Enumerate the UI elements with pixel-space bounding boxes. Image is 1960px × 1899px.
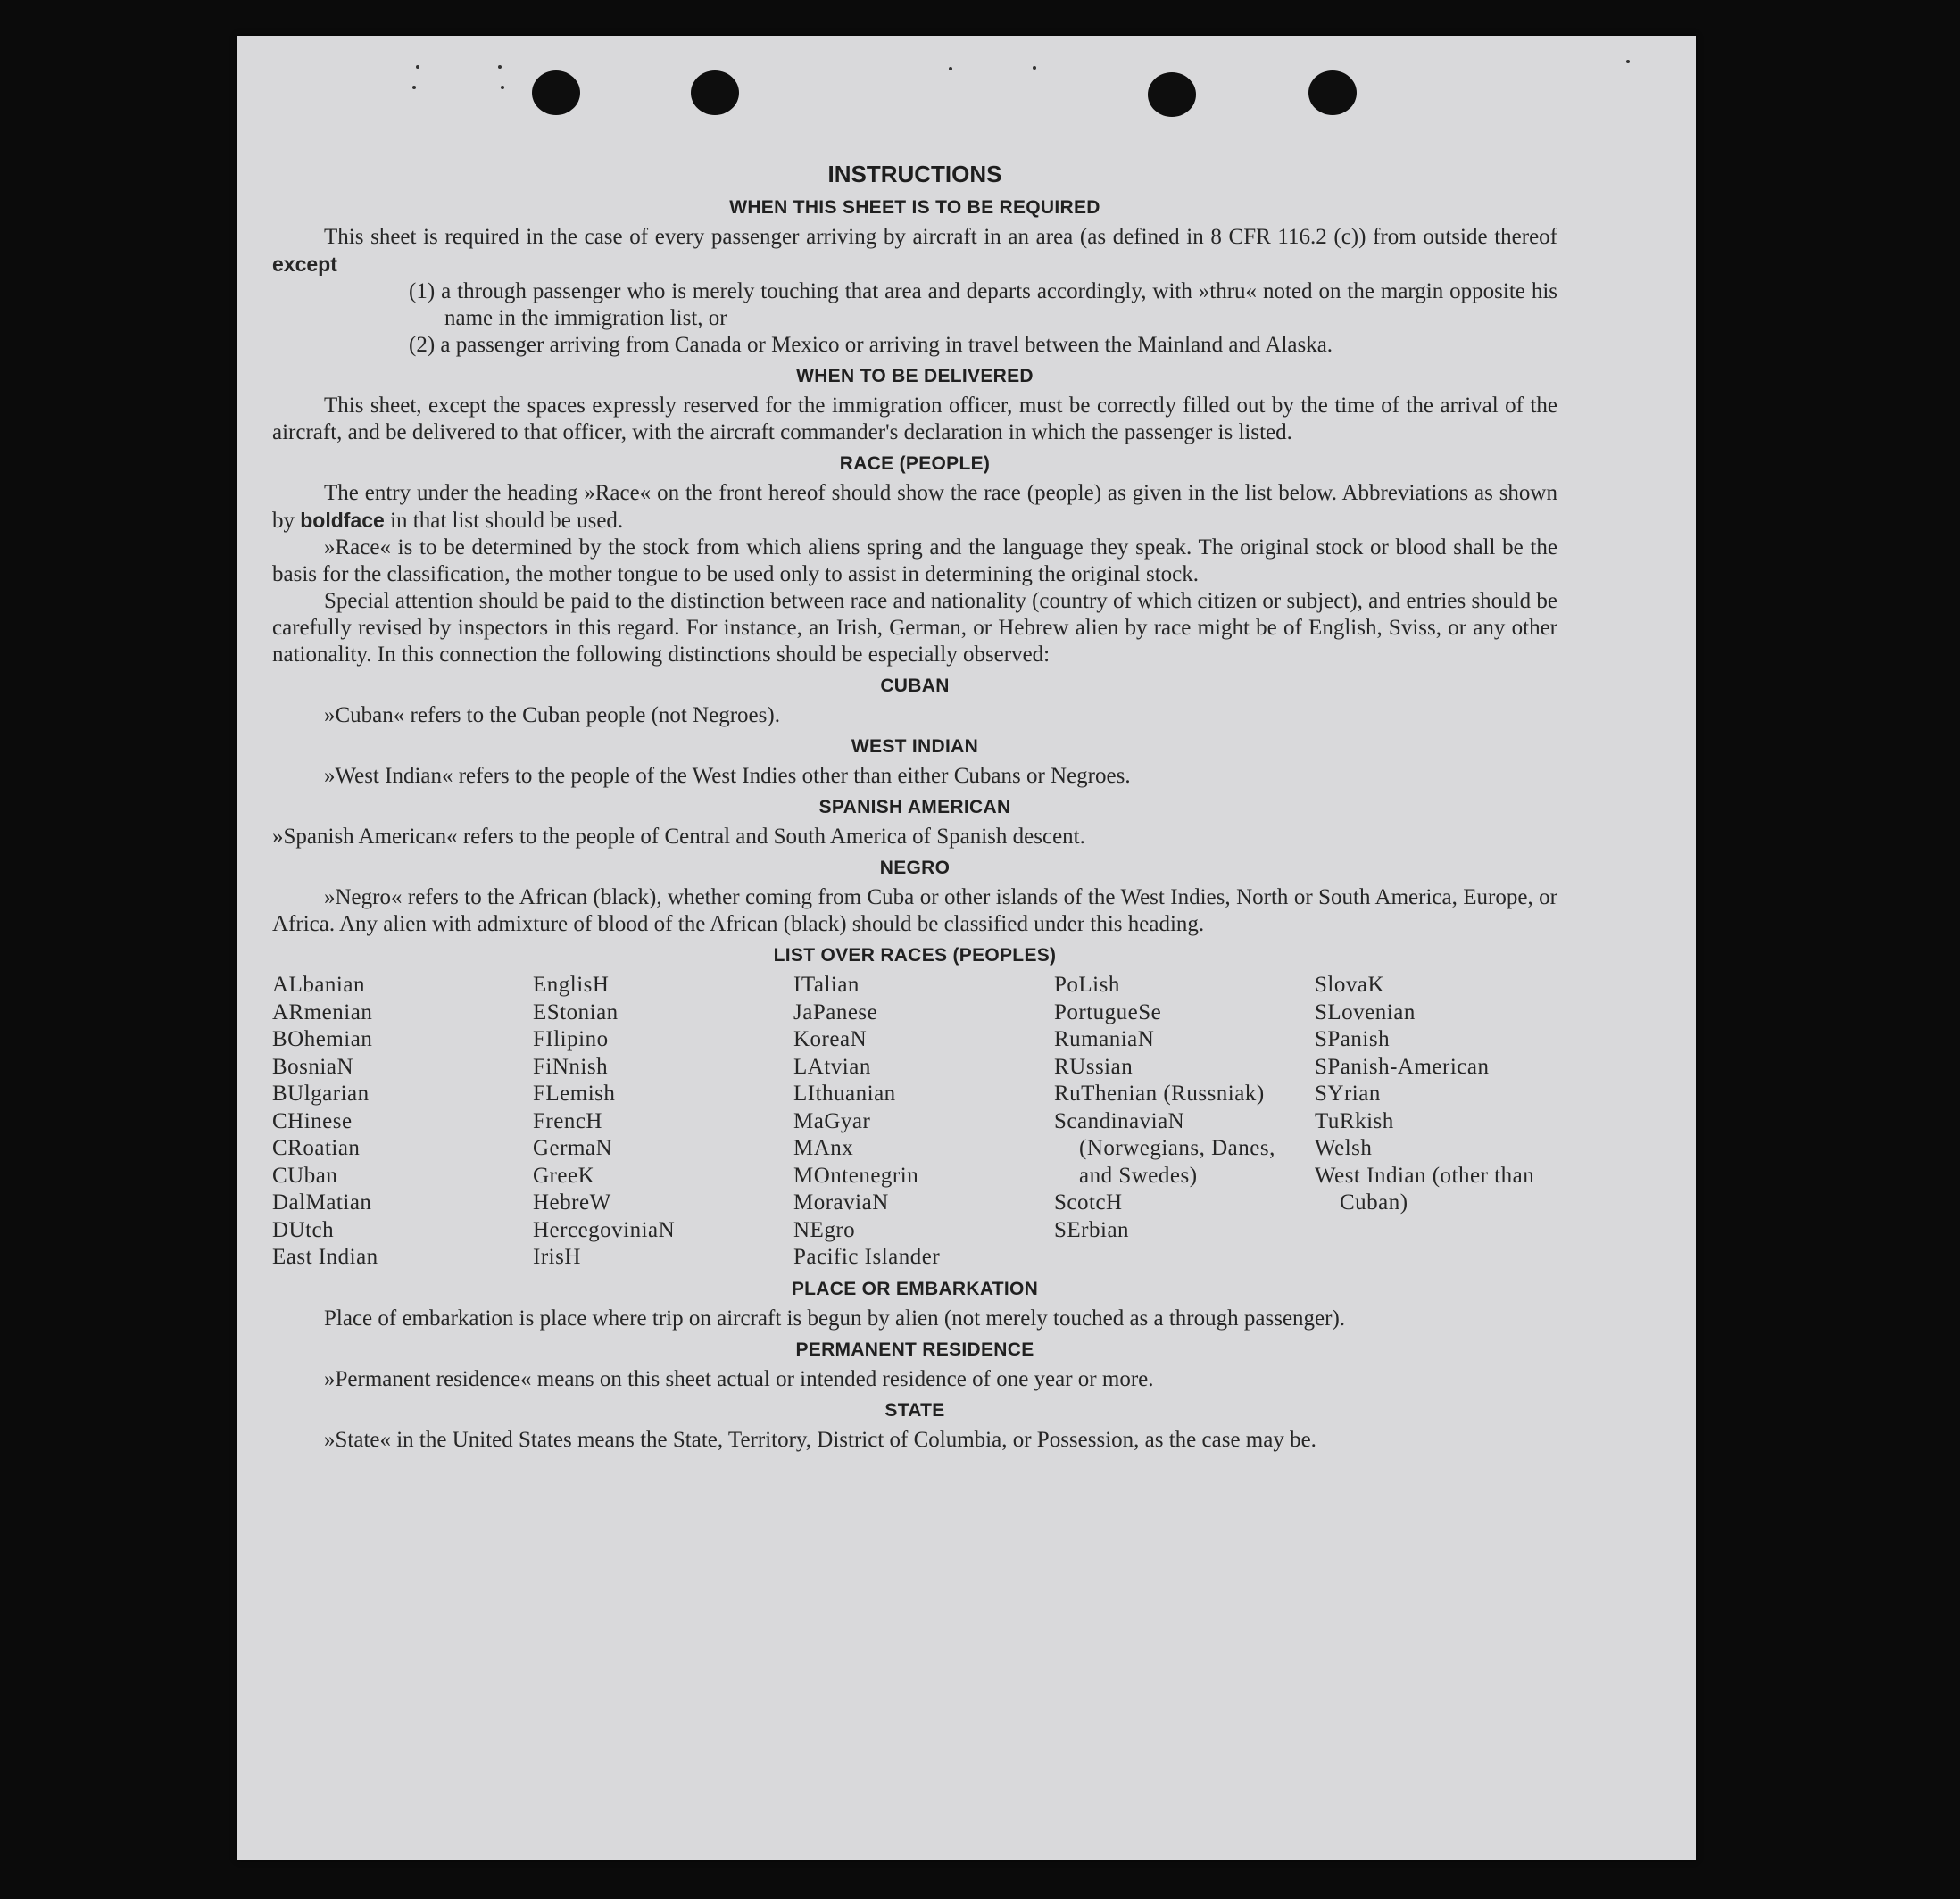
punch-hole bbox=[1308, 70, 1357, 115]
race-item: RuThenian (Russniak) bbox=[1054, 1082, 1265, 1106]
required-item-1: (1) a through passenger who is merely touching that area and departs accordingly, with »thru« noted on the margin opposite his name in the immigration list, or bbox=[409, 279, 1557, 330]
speck bbox=[498, 65, 502, 69]
race-item: SlovaK bbox=[1315, 973, 1384, 997]
race-item: PortugueSe bbox=[1054, 999, 1162, 1024]
page-title: INSTRUCTIONS bbox=[827, 161, 1002, 187]
race-p1-bold: boldface bbox=[300, 509, 385, 532]
race-item: ALbanian bbox=[272, 973, 365, 997]
speck bbox=[416, 65, 419, 69]
race-item: EnglisH bbox=[533, 973, 610, 997]
race-column-5 bbox=[1315, 972, 1575, 1272]
race-item: GermaN bbox=[533, 1136, 613, 1160]
spanish-american-text: »Spanish American« refers to the people of Central and South America of Spanish descent. bbox=[272, 825, 1085, 849]
speck bbox=[412, 86, 416, 89]
race-item: LIthuanian bbox=[793, 1082, 896, 1106]
race-item: MaGyar bbox=[793, 1108, 871, 1133]
race-item: LAtvian bbox=[793, 1054, 871, 1079]
delivered-text: This sheet, except the spaces expressly reserved for the immigration officer, must be correctly filled out by the time of the arrival of the aircraft, and be delivered to that officer, with the aircraft commander's declaration in which the passenger is listed. bbox=[272, 394, 1557, 444]
race-p1-text-b: in that list should be used. bbox=[390, 509, 624, 533]
race-item: IrisH bbox=[533, 1245, 581, 1269]
race-item: ScotcH bbox=[1054, 1190, 1123, 1215]
required-item-2: (2) a passenger arriving from Canada or Mexico or arriving in travel between the Mainland and Alaska. bbox=[409, 333, 1333, 357]
negro-text: »Negro« refers to the African (black), whether coming from Cuba or other islands of the West Indies, North or South America, Europe, or Africa. Any alien with admixture of blood of the African (black) should be classified under this heading. bbox=[272, 885, 1557, 936]
heading-race-list: LIST OVER RACES (PEOPLES) bbox=[773, 945, 1057, 966]
embarkation-text: Place of embarkation is place where trip on aircraft is begun by alien (not merely touched as a through passenger). bbox=[324, 1306, 1346, 1331]
speck bbox=[1626, 60, 1630, 63]
race-item: TuRkish bbox=[1315, 1108, 1394, 1133]
race-item: Pacific Islander bbox=[793, 1245, 941, 1269]
punch-hole bbox=[1148, 72, 1196, 117]
heading-embarkation: PLACE OR EMBARKATION bbox=[791, 1278, 1039, 1299]
heading-cuban: CUBAN bbox=[880, 676, 950, 696]
race-item: JaPanese bbox=[793, 999, 878, 1024]
residence-text: »Permanent residence« means on this sheet actual or intended residence of one year or more. bbox=[324, 1366, 1154, 1391]
race-item: FLemish bbox=[533, 1082, 616, 1106]
race-item: SLovenian bbox=[1315, 999, 1416, 1024]
race-paragraph-2: »Race« is to be determined by the stock from which aliens spring and the language they speak. The original stock or blood shall be the basis for the classification, the mother tongue to be used only to assist in determining the original stock. bbox=[272, 535, 1557, 586]
heading-west-indian: WEST INDIAN bbox=[851, 736, 979, 757]
speck bbox=[1033, 66, 1036, 70]
speck bbox=[501, 86, 504, 89]
race-item: MOntenegrin bbox=[793, 1163, 919, 1188]
race-item: CUban bbox=[272, 1163, 338, 1188]
heading-state: STATE bbox=[884, 1399, 945, 1421]
race-item: FrencH bbox=[533, 1108, 602, 1133]
race-item: RumaniaN bbox=[1054, 1027, 1155, 1051]
punch-hole bbox=[532, 70, 580, 115]
punch-hole bbox=[691, 70, 739, 115]
race-item: MoraviaN bbox=[793, 1190, 889, 1215]
race-item: ARmenian bbox=[272, 999, 373, 1024]
race-item: BUlgarian bbox=[272, 1082, 370, 1106]
heading-residence: PERMANENT RESIDENCE bbox=[795, 1339, 1034, 1360]
race-item: EStonian bbox=[533, 999, 619, 1024]
required-intro-bold: except bbox=[272, 253, 337, 276]
heading-negro: NEGRO bbox=[879, 858, 951, 878]
heading-race: RACE (PEOPLE) bbox=[839, 453, 991, 474]
race-item: SPanish-American bbox=[1315, 1054, 1490, 1079]
cuban-text: »Cuban« refers to the Cuban people (not Negroes). bbox=[324, 703, 780, 727]
race-item: HercegoviniaN bbox=[533, 1217, 676, 1242]
heading-delivered: WHEN TO BE DELIVERED bbox=[796, 366, 1034, 386]
race-item: RUssian bbox=[1054, 1054, 1134, 1079]
race-item: BOhemian bbox=[272, 1027, 373, 1051]
race-item: MAnx bbox=[793, 1136, 854, 1160]
race-column-4 bbox=[1054, 972, 1315, 1272]
race-item: CRoatian bbox=[272, 1136, 361, 1160]
race-column-3 bbox=[793, 972, 1054, 1272]
race-item: SYrian bbox=[1315, 1082, 1381, 1106]
race-item: DalMatian bbox=[272, 1190, 372, 1215]
race-item: SPanish bbox=[1315, 1027, 1391, 1051]
west-indian-text: »West Indian« refers to the people of the West Indies other than either Cubans or Negroes. bbox=[324, 764, 1131, 788]
race-item: BosniaN bbox=[272, 1054, 353, 1079]
state-text: »State« in the United States means the State, Territory, District of Columbia, or Possession, as the case may be. bbox=[324, 1427, 1316, 1452]
race-item: Welsh bbox=[1315, 1136, 1373, 1160]
race-item: PoLish bbox=[1054, 973, 1120, 997]
required-intro bbox=[272, 224, 1557, 278]
instructions-content bbox=[272, 161, 1557, 1454]
race-item: FiNnish bbox=[533, 1054, 609, 1079]
race-item: HebreW bbox=[533, 1190, 611, 1215]
speck bbox=[949, 67, 952, 70]
document-sheet bbox=[237, 36, 1696, 1860]
race-column-1 bbox=[272, 972, 533, 1272]
race-item: FIlipino bbox=[533, 1027, 609, 1051]
heading-spanish-american: SPANISH AMERICAN bbox=[818, 797, 1011, 817]
race-paragraph-1 bbox=[272, 480, 1557, 535]
race-item: KoreaN bbox=[793, 1027, 868, 1051]
race-item: SErbian bbox=[1054, 1217, 1130, 1242]
race-item: East Indian bbox=[272, 1245, 378, 1269]
race-column-2 bbox=[533, 972, 793, 1272]
race-item: CHinese bbox=[272, 1108, 353, 1133]
race-item: GreeK bbox=[533, 1163, 595, 1188]
race-item: ITalian bbox=[793, 973, 860, 997]
required-intro-text: This sheet is required in the case of every passenger arriving by aircraft in an area (as defined in 8 CFR 116.2 (c)) from outside thereof bbox=[324, 225, 1557, 249]
race-item: NEgro bbox=[793, 1217, 856, 1242]
race-item: ScandinaviaN (Norwegians, Danes, and Swedes) bbox=[1054, 1108, 1275, 1188]
race-item: DUtch bbox=[272, 1217, 335, 1242]
race-item: West Indian (other than Cuban) bbox=[1315, 1163, 1535, 1215]
race-list bbox=[272, 972, 1557, 1272]
race-p1-text-a: The entry under the heading »Race« on the front hereof should show the race (people) as given in the list below. Abbreviations as shown by bbox=[272, 481, 1557, 533]
heading-required: WHEN THIS SHEET IS TO BE REQUIRED bbox=[729, 197, 1100, 218]
race-paragraph-3: Special attention should be paid to the distinction between race and nationality (country of which citizen or subject), and entries should be carefully revised by inspectors in this regard. For instance, an Irish, German, or Hebrew alien by race might be of English, Sviss, or any other nationality. In this connection the following distinctions should be especially observed: bbox=[272, 589, 1557, 667]
